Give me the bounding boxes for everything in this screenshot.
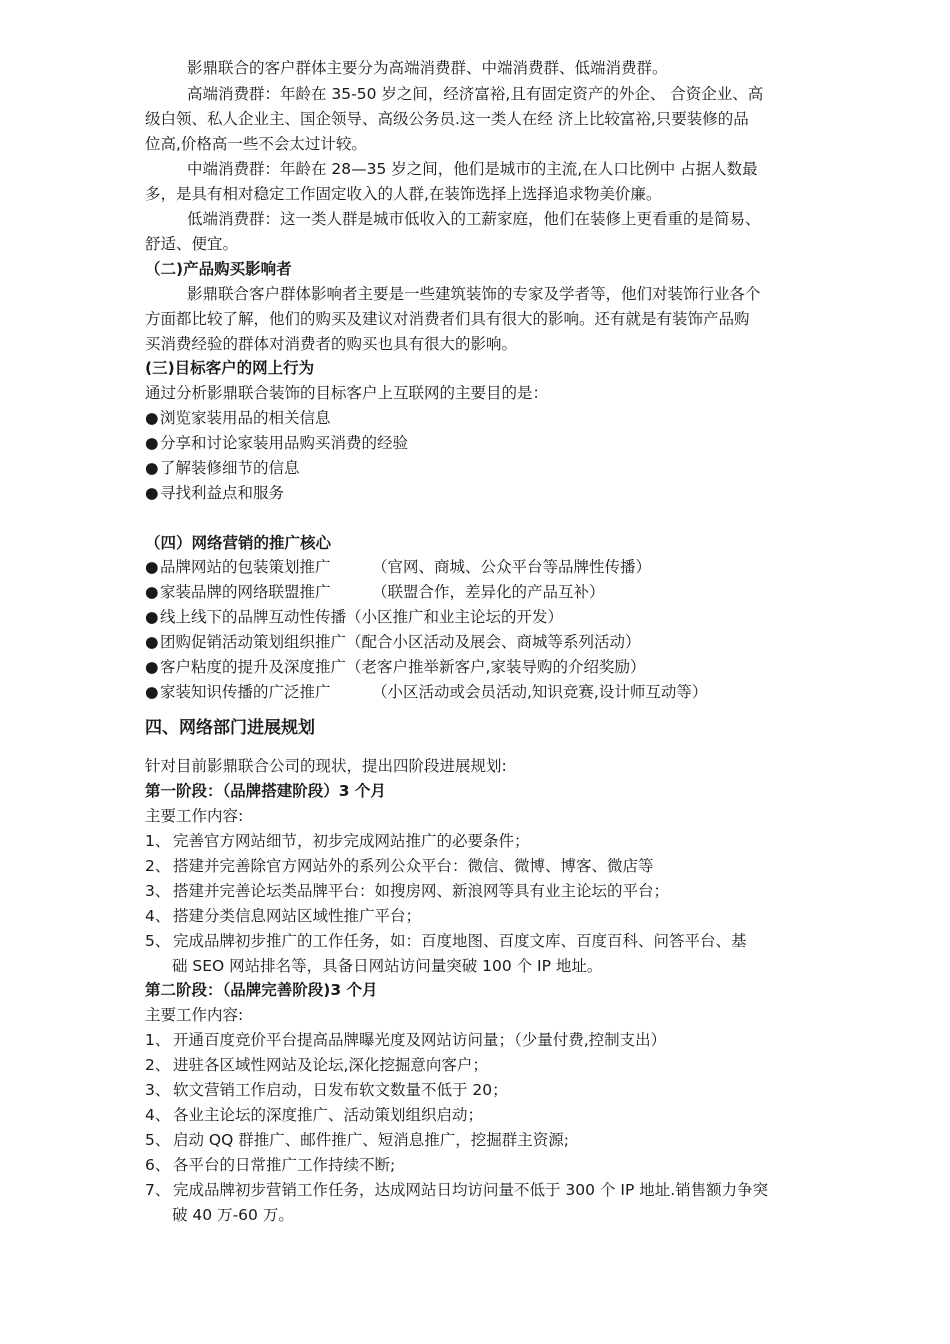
list-item: ●家装知识传播的广泛推广 （小区活动或会员活动,知识竞赛,设计师互动等） [145,683,708,701]
list-item: 6、 各平台的日常推广工作持续不断; [145,1156,396,1174]
list-item: 1、 完善官方网站细节，初步完成网站推广的必要条件； [145,832,530,850]
list-item: 2、 搭建并完善除官方网站外的系列公众平台：微信、微博、博客、微店等 [145,857,654,875]
list-item-cont: 础 SEO 网站排名等，具备日网站访问量突破 100 个 IP 地址。 [172,957,603,975]
stage-title: 第一阶段：（品牌搭建阶段）3 个月 [145,782,386,800]
paragraph-mid-end: 中端消费群：年龄在 28—35 岁之间，他们是城市的主流,在人口比例中 占据人数最 [187,160,758,178]
paragraph-high-end: 高端消费群：年龄在 35-50 岁之间，经济富裕,且有固定资产的外企、 合资企业、高 [187,85,764,103]
paragraph-high-end-cont: 级白领、私人企业主、国企领导、高级公务员.这一类人在经 济上比较富裕,只要装修的品 [145,110,749,128]
bullet-icon: ● [145,658,159,676]
bullet-icon: ● [145,608,159,626]
list-item: ●团购促销活动策划组织推广（配合小区活动及展会、商城等系列活动） [145,633,641,651]
list-item: 1、 开通百度竞价平台提高品牌曝光度及网站访问量；（少量付费,控制支出） [145,1031,667,1049]
paragraph-plan-intro: 针对目前影鼎联合公司的现状，提出四阶段进展规划: [145,757,507,775]
paragraph-influencers-cont: 买消费经验的群体对消费者的购买也具有很大的影响。 [145,335,518,353]
list-item: 5、 完成品牌初步推广的工作任务，如：百度地图、百度文库、百度百科、问答平台、基 [145,932,747,950]
list-item: 3、 软文营销工作启动，日发布软文数量不低于 20； [145,1081,508,1099]
list-item: ●家装品牌的网络联盟推广 （联盟合作，差异化的产品互补） [145,583,605,601]
bullet-icon: ● [145,583,159,601]
paragraph-low-end: 低端消费群：这一类人群是城市低收入的工薪家庭，他们在装修上更看重的是简易、 [187,210,761,228]
list-item: 5、 启动 QQ 群推广、邮件推广、短消息推广，挖掘群主资源; [145,1131,569,1149]
heading-promotion-core: （四）网络营销的推广核心 [145,534,332,552]
bullet-icon: ● [145,459,159,477]
list-item: 7、 完成品牌初步营销工作任务，达成网站日均访问量不低于 300 个 IP 地址.销售额力争突 [145,1181,769,1199]
list-item: ●客户粘度的提升及深度推广（老客户推举新客户,家装导购的介绍奖励） [145,658,646,676]
work-content-label: 主要工作内容: [145,807,244,825]
list-item-cont: 破 40 万-60 万。 [172,1206,294,1224]
list-item: ●了解装修细节的信息 [145,459,300,477]
bullet-icon: ● [145,633,159,651]
list-item: ●寻找利益点和服务 [145,484,285,502]
list-item: ●分享和讨论家装用品购买消费的经验 [145,434,409,452]
paragraph-influencers-cont: 方面都比较了解，他们的购买及建议对消费者们具有很大的影响。还有就是有装饰产品购 [145,310,750,328]
paragraph-low-end-cont: 舒适、便宜。 [145,235,239,253]
bullet-icon: ● [145,409,159,427]
heading-influencers: （二)产品购买影响者 [145,260,292,278]
list-item: ●品牌网站的包装策划推广 （官网、商城、公众平台等品牌性传播） [145,558,652,576]
list-item: 4、 各业主论坛的深度推广、活动策划组织启动； [145,1106,484,1124]
bullet-icon: ● [145,434,159,452]
work-content-label: 主要工作内容: [145,1006,244,1024]
bullet-icon: ● [145,558,159,576]
section-title: 四、网络部门进展规划 [145,718,315,738]
bullet-icon: ● [145,683,159,701]
list-item: 2、 进驻各区域性网站及论坛,深化挖掘意向客户； [145,1056,488,1074]
paragraph-high-end-cont: 位高,价格高一些不会太过计较。 [145,135,367,153]
paragraph-mid-end-cont: 多，是具有相对稳定工作固定收入的人群,在装饰选择上选择追求物美价廉。 [145,185,662,203]
list-item: ●线上线下的品牌互动性传播（小区推广和业主论坛的开发） [145,608,564,626]
list-item: ●浏览家装用品的相关信息 [145,409,331,427]
paragraph-online-behavior: 通过分析影鼎联合装饰的目标客户上互联网的主要目的是： [145,384,549,402]
paragraph-intro: 影鼎联合的客户群体主要分为高端消费群、中端消费群、低端消费群。 [187,59,668,77]
stage-title: 第二阶段：（品牌完善阶段)3 个月 [145,981,378,999]
paragraph-influencers: 影鼎联合客户群体影响者主要是一些建筑装饰的专家及学者等，他们对装饰行业各个 [187,285,761,303]
heading-online-behavior: (三)目标客户的网上行为 [145,359,315,377]
list-item: 3、 搭建并完善论坛类品牌平台：如搜房网、新浪网等具有业主论坛的平台； [145,882,670,900]
bullet-icon: ● [145,484,159,502]
list-item: 4、 搭建分类信息网站区域性推广平台； [145,907,422,925]
